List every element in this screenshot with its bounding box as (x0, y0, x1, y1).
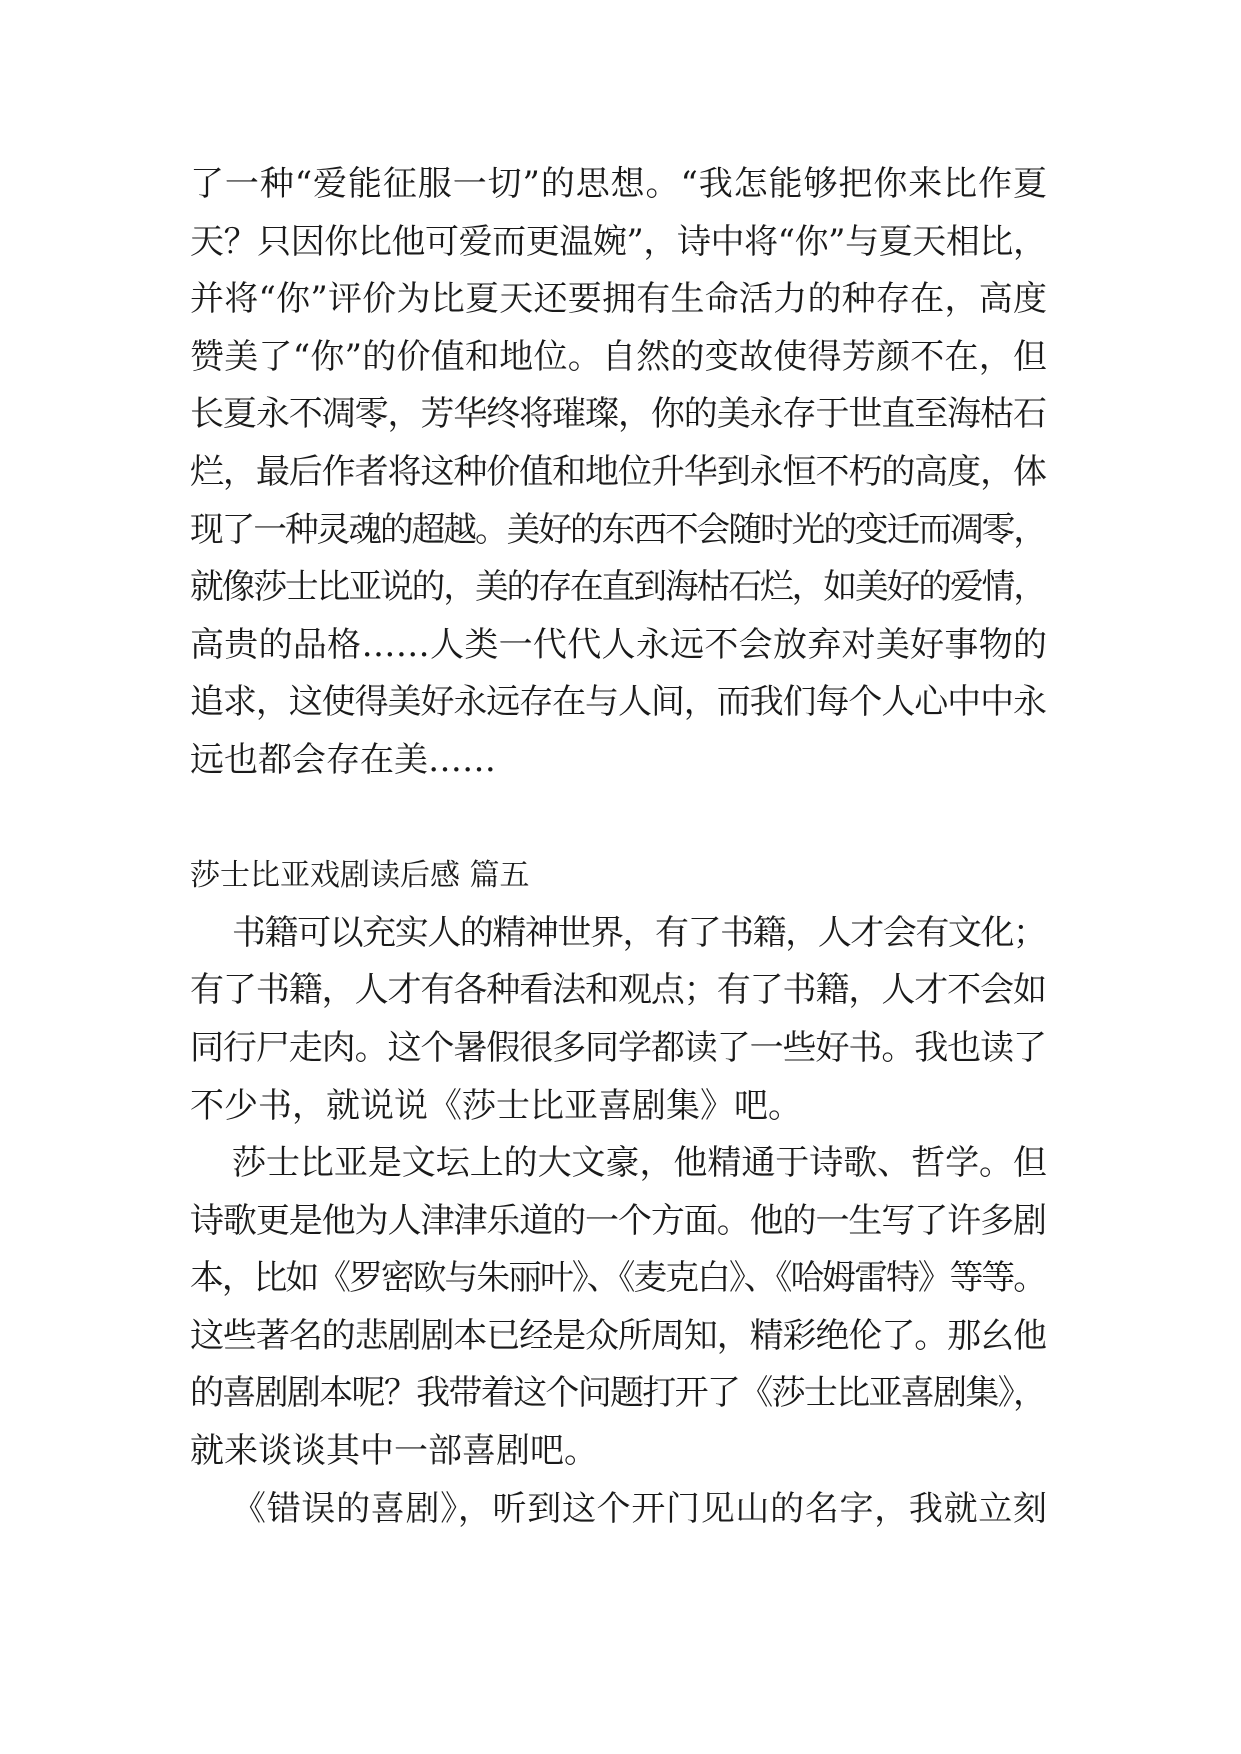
text-line: 不少书，就说说《莎士比亚喜剧集》吧。 (190, 1085, 802, 1126)
text-line: 这些著名的悲剧剧本已经是众所周知，精彩绝伦了。那幺他 (190, 1315, 1046, 1356)
text-line: 了一种“爱能征服一切”的思想。“我怎能够把你来比作夏 (190, 164, 1048, 204)
text-line: 同行尸走肉。这个暑假很多同学都读了一些好书。我也读了 (190, 1027, 1046, 1068)
text-line: 本，比如《罗密欧与朱丽叶》、《麦克白》、《哈姆雷特》等等。 (190, 1258, 1046, 1299)
text-line: 赞美了“你”的价值和地位。自然的变故使得芳颜不在，但 (190, 336, 1048, 377)
text-line: 远也都会存在美…… (190, 739, 496, 780)
continued-paragraph (0, 156, 1241, 790)
text-line: 就来谈谈其中一部喜剧吧。 (190, 1431, 598, 1472)
text-line: 长夏永不凋零，芳华终将璀璨，你的美永存于世直至海枯石 (190, 394, 1046, 435)
page-text (0, 156, 1241, 1538)
text-line: 追求，这使得美好永远存在与人间，而我们每个人心中中永 (190, 682, 1046, 723)
text-line: 莎士比亚是文坛上的大文豪，他精通于诗歌、哲学。但 (232, 1143, 1047, 1184)
text-line: 就像莎士比亚说的，美的存在直到海枯石烂，如美好的爱情， (190, 567, 1046, 608)
text-line: 诗歌更是他为人津津乐道的一个方面。他的一生写了许多剧 (190, 1200, 1046, 1241)
text-line: 书籍可以充实人的精神世界，有了书籍，人才会有文化； (232, 912, 1046, 953)
text-line: 的喜剧剧本呢？我带着这个问题打开了《莎士比亚喜剧集》， (190, 1373, 1046, 1414)
text-line: 烂，最后作者将这种价值和地位升华到永恒不朽的高度，体 (190, 451, 1046, 492)
section-heading: 莎士比亚戏剧读后感 篇五 (190, 858, 530, 894)
text-line: 有了书籍，人才有各种看法和观点；有了书籍，人才不会如 (190, 970, 1046, 1011)
paragraph (0, 905, 1241, 1135)
text-line: 《错误的喜剧》，听到这个开门见山的名字，我就立刻 (232, 1488, 1048, 1529)
text-line: 天？只因你比他可爱而更温婉”，诗中将“你”与夏天相比， (190, 221, 1047, 262)
text-line: 高贵的品格……人类一代代人永远不会放弃对美好事物的 (190, 624, 1048, 665)
paragraph (0, 1135, 1241, 1481)
text-line: 现了一种灵魂的超越。美好的东西不会随时光的变迁而凋零， (190, 509, 1046, 550)
paragraph-gap (0, 790, 1241, 848)
paragraph (0, 1481, 1241, 1539)
text-line: 并将“你”评价为比夏天还要拥有生命活力的种存在，高度 (190, 279, 1048, 320)
